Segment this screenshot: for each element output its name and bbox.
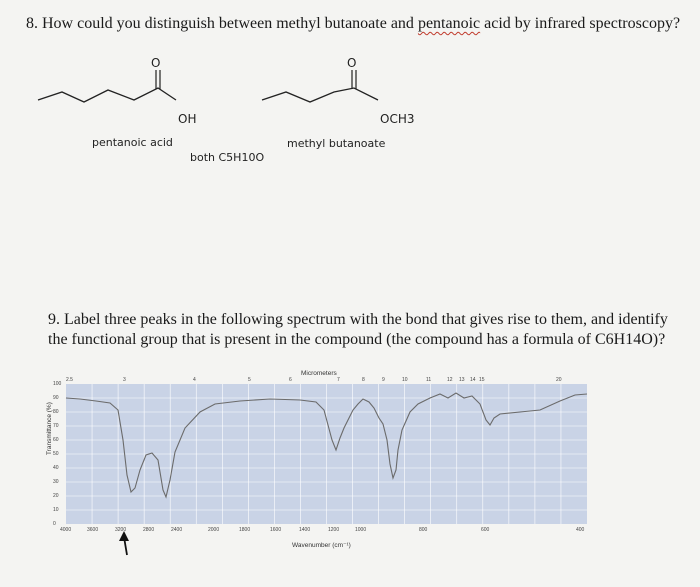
micrometer-tick-label: 7 (337, 377, 340, 383)
acid-hydroxyl-label: OH (178, 112, 197, 126)
x-tick-label: 1000 (355, 527, 367, 533)
y-tick-label: 80 (53, 409, 59, 415)
x-tick-label: 3200 (115, 527, 127, 533)
micrometer-tick-label: 8 (362, 377, 365, 383)
micrometers-axis-title: Micrometers (301, 370, 337, 377)
micrometer-tick-label: 5 (248, 377, 251, 383)
formula-note: both C5H10O (190, 151, 265, 164)
micrometer-tick-label: 3 (123, 377, 126, 383)
x-tick-label: 1800 (239, 527, 251, 533)
y-tick-label: 40 (53, 465, 59, 471)
x-tick-label: 2400 (171, 527, 183, 533)
hand-drawn-arrow (119, 531, 129, 555)
x-tick-label: 2800 (143, 527, 155, 533)
micrometer-tick-label: 12 (447, 377, 453, 383)
x-tick-label: 800 (419, 527, 428, 533)
y-tick-label: 20 (53, 493, 59, 499)
wavenumber-axis-title: Wavenumber (cm⁻¹) (292, 542, 351, 549)
micrometer-tick-label: 10 (402, 377, 408, 383)
ester-methoxy-label: OCH3 (380, 112, 415, 126)
question-8-text-end: acid by infrared spectroscopy? (480, 15, 681, 32)
y-tick-label: 0 (53, 521, 56, 527)
micrometer-tick-label: 6 (289, 377, 292, 383)
micrometer-tick-label: 9 (382, 377, 385, 383)
x-tick-label: 600 (481, 527, 490, 533)
x-tick-label: 1600 (270, 527, 282, 533)
acid-carbonyl-oxygen: O (151, 56, 161, 70)
question-8-text-start: How could you distinguish between methyl butanoate and (42, 15, 418, 32)
x-tick-label: 1400 (299, 527, 311, 533)
y-tick-label: 100 (53, 381, 62, 387)
micrometer-tick-label: 2.5 (66, 377, 73, 383)
question-8-number: 8. (26, 15, 38, 32)
question-9-text: Label three peaks in the following spectrum with the bond that gives rise to them, and identify the functional group that is present in the compound (the compound has a formula of C6H14O)? (48, 311, 668, 348)
question-9-number: 9. (48, 311, 60, 328)
methyl-butanoate-label: methyl butanoate (287, 137, 386, 150)
y-tick-label: 60 (53, 437, 59, 443)
micrometer-tick-label: 4 (193, 377, 196, 383)
x-tick-label: 3600 (87, 527, 99, 533)
transmittance-axis-title: Transmittance (%) (46, 402, 53, 455)
micrometer-tick-label: 14 (470, 377, 476, 383)
x-tick-label: 4000 (60, 527, 72, 533)
y-tick-label: 30 (53, 479, 59, 485)
x-tick-label: 1200 (328, 527, 340, 533)
spellcheck-underlined-word: pentanoic (417, 15, 481, 32)
pentanoic-acid-label: pentanoic acid (92, 136, 173, 149)
micrometer-tick-label: 20 (556, 377, 562, 383)
x-tick-label: 400 (576, 527, 585, 533)
y-tick-label: 50 (53, 451, 59, 457)
x-tick-label: 2000 (208, 527, 220, 533)
y-tick-label: 90 (53, 395, 59, 401)
y-tick-label: 10 (53, 507, 59, 513)
micrometer-tick-label: 11 (426, 377, 432, 383)
micrometer-tick-label: 15 (479, 377, 485, 383)
ester-carbonyl-oxygen: O (347, 56, 357, 70)
y-tick-label: 70 (53, 423, 59, 429)
micrometer-tick-label: 13 (459, 377, 465, 383)
